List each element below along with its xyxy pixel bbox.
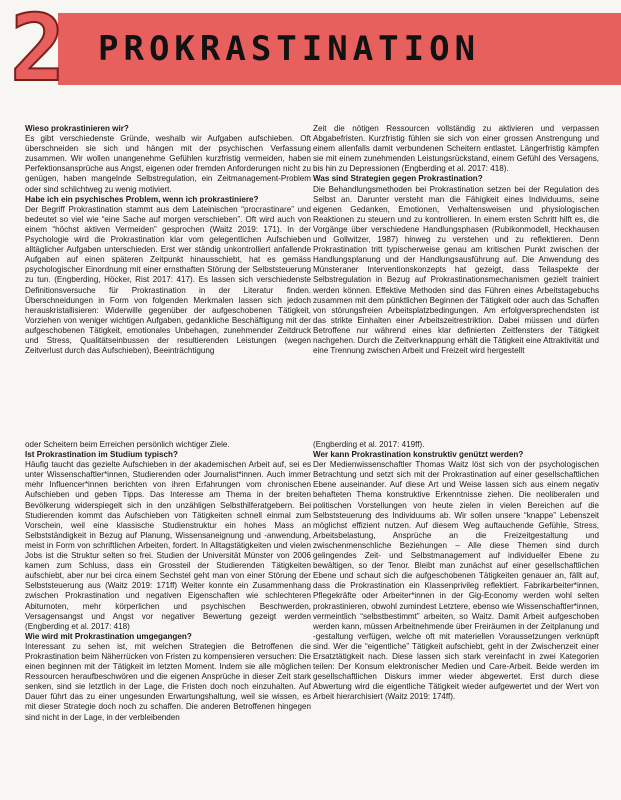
column-bottom-right xyxy=(313,440,599,702)
column-top-left xyxy=(25,124,311,356)
heading-handling: Wie wird mit Prokrastination umgegangen? xyxy=(25,631,192,641)
column-top-right xyxy=(313,124,599,356)
paragraph: Es gibt verschiedenste Gründe, weshalb wir Aufgaben aufschieben. Oft überschneiden sie sich und hängen mit der psychischen Verfassung zusammen. Wir wollen unangenehme Gefühlen kurzfristig vermeiden, haben Perfektionsansprüche aus Angst, eigenen oder fremden Anforderungen nicht zu genügen, haben mangelnde Selbstregulation, ein Zeitmanagement-Problem oder sind schlichtweg zu wenig motiviert. xyxy=(25,134,311,194)
paragraph: Häufig taucht das gezielte Aufschieben in der akademischen Arbeit auf, sei es unter Wissenschaftler*innen, Studierenden oder Journalist*innen. Auch immer mehr Influencer*innen berichten von ihren Erfahrungen vom chronischen Aufschieben und geben Tipps. Das Interesse am Thema in der breiten Bevölkerung widerspiegelt sich in den unzähligen Selbsthilferatgebern. Bei Studierenden kommt das Aufschieben von Tätigkeiten schnell einmal zum Vorschein, weil eine klassische Studienstruktur ein hohes Mass an Selbstständigkeit in Bezug auf Planung, Wissensaneignung und -anwendung, meist in Form von schriftlichen Arbeiten, fordert. In Alltagstätigkeiten und vielen Jobs ist die Struktur selten so frei. Studien der Universität Münster von 2006 kamen zum Schluss, dass ein Grossteil der Studierenden Tätigkeiten aufschiebt, aber nur bei circa einem Sechstel geht man von einer Störung der Selbststeuerung aus (Waitz 2019: 171ff) Weiter konnte ein Zusammenhang zwischen Prokrastination und negativen Eigenschaften wie schlechteren Abiturnoten, mehr körperlichen und psychischen Beschwerden, Versagensangst und Angst vor negativer Bewertung gezeigt werden (Engberding et al. 2017: 418) xyxy=(25,460,311,631)
chapter-title: PROKRASTINATION xyxy=(98,29,481,69)
paragraph: Der Begriff Prokrastination stammt aus dem Lateinischen “procrastinare” und bedeutet so viel wie “eine Sache auf morgen verschieben”. Oft wird auch von einem “höchst aktiven Vermeiden” gesprochen (Waitz 2019: 171). In der Psychologie wird die Prokrastination klar vom gelegentlichen Aufschieben alltäglicher Aufgaben unterschieden. Erst wer ständig unkontrolliert anfallende Aufgaben auf einen späteren Zeitpunkt hinausschiebt, hat es gemäss psychologischer Einordnung mit einer ernsthaften Störung der Selbststeuerung zu tun. (Engberding, Höcker, Rist 2017: 417). Es lassen sich verschiedenste Definitionsversuche für Prokrastination in der Literatur finden. Überschneidungen in Form von folgenden Merkmalen lassen sich jedoch herauskristallisieren: Widerwille gegenüber der aufgeschobenen Tätigkeit, Vorziehen von weniger wichtigen Aufgaben, gedankliche Beschäftigung mit der aufgeschobenen Tätigkeit, emotionales Unbehagen, zunehmender Zeitdruck und Stress, Qualitätseinbussen der resultierenden Leistungen (wegen Zeitverlust durch das Aufschieben), Beeinträchtigung xyxy=(25,204,311,356)
chapter-header xyxy=(0,0,621,102)
paragraph: (Engberding et al. 2017: 419ff). xyxy=(313,440,425,449)
paragraph: Zeit die nötigen Ressourcen vollständig zu aktivieren und verpassen Abgabefristen. Kurzfristig fühlen sie sich von einer grossen Anstrengung und einem allenfalls damit verbundenen Scheitern entlastet. Längerfristig kämpfen sie mit einem zunehmenden Leistungsrückstand, einem Gefühl des Versagens, bis hin zu Depressionen (Engberding et al. 2017: 418). xyxy=(313,124,599,174)
paragraph: Die Behandlungsmethoden bei Prokrastination setzen bei der Regulation des Selbst an. Darunter versteht man die Fähigkeit eines Individuums, seine eigenen Gedanken, Emotionen, Verhaltensweisen und physiologischen Reaktionen zu steuern und zu kontrollieren. In einem ersten Schritt hilft es, die Vorgänge über verschiedene Handlungsphasen (Rubikonmodell, Heckhausen und Gollwitzer, 1987) hinweg zu verstehen und zu reflektieren. Denn Prokrastination tritt typischerweise genau am kritischen Punkt zwischen der Handlungsplanung und der Handlungsausführung auf. Die Anwendung des Münsteraner Interventionskonzepts hat gezeigt, dass Teilaspekte der Selbstregulation in Bezug auf Prokrastinationsmechanismen gezielt trainiert werden können. Effektive Methoden sind das Führen eines Arbeitstagebuchs zusammen mit dem pünktlichen Beginnen der Tätigkeit oder auch das Schaffen von störungsfreien Arbeitsplatzbedingungen. Am erfolgversprechendsten ist das strikte Einhalten einer Arbeitszeitrestriktion. Dabei müssen und dürfen Betroffene nur während eines klar definierten Zeitfensters der Tätigkeit nachgehen. Durch die Zeitverknappung erhält die Tätigkeit eine Attraktivität und eine Trennung zwischen Arbeit und Freizeit wird hergestellt xyxy=(313,184,599,356)
paragraph: oder Scheitern beim Erreichen persönlich wichtiger Ziele. xyxy=(25,440,230,449)
heading-why: Wieso prokrastinieren wir? xyxy=(25,124,129,133)
heading-study: Ist Prokrastination im Studium typisch? xyxy=(25,450,178,460)
paragraph: Der Medienwissenschaftler Thomas Waitz löst sich von der psychologischen Betrachtung und setzt sich mit der Prokrastination auf einer gesellschaftlichen Ebene auseinander. Auf diese Art und Weise lassen sich aus einem negativ behafteten Thema konstruktive Erkenntnisse ziehen. Die neoliberalen und politischen Vorstellungen von heute zielen in vielen Bereichen auf die Selbststeuerung des Individuums ab. Wir sollen unsere “knappe” Lebenszeit möglichst effizient nutzen. Auf diesem Weg auftauchende Gefühle, Stress, Arbeitsbelastung, Ansprüche an die Freizeitgestaltung und zwischenmenschliche Beziehungen – Alle diese Themen sind durch gelingendes Zeit- und Selbstmanagement auf individueller Ebene zu bewältigen, so der Tenor. Bleibt man zunächst auf einer gesellschaftlichen Ebene und schaut sich die aufgeschobenen Tätigkeiten genauer an, fällt auf, dass die Prokrastination ein Klassenprivileg reflektiert. Fabrikarbeiter*innen, Pflegekräfte oder Arbeiter*innen in der Gig-Economy werden wohl selten prokrastinieren, obwohl zumindest Letztere, ebenso wie Wissenschaftler*innen, vermeintlich “selbstbestimmt” arbeiten, so Waitz. Damit Arbeit aufgeschoben werden kann, müssen Arbeitnehmende über Freiräumen in der Zeitplanung und -gestaltung verfügen, welche oft mit materiellen Voraussetzungen verknüpft sind. Wer die “eigentliche” Tätigkeit aufschiebt, geht in der Zwischenzeit einer Ersatztätigkeit nach. Diese lassen sich stark vereinfacht in zwei Kategorien teilen: Der Konsum elektronischer Medien und Care-Arbeit. Beide werden im gesellschaftlichen Diskurs immer wieder abgewertet. Erst durch diese Abwertung wird die eigentliche Tätigkeit wieder aufgewertet und der Wert von Arbeit hierarchisiert (Waitz 2019: 174ff). xyxy=(313,460,599,702)
column-bottom-left xyxy=(25,440,311,723)
heading-strategies: Was sind Strategien gegen Prokrastination? xyxy=(313,174,483,184)
heading-constructive: Wer kann Prokrastination konstruktiv genützt werden? xyxy=(313,450,524,460)
paragraph: Interessant zu sehen ist, mit welchen Strategien die Betroffenen die Prokrastination beim Näherrücken von Fristen zu kompensieren versuchen: Die einen beginnen mit der Tätigkeit im letzten Moment. Indem sie alle möglichen Ressourcen heraufbeschwören und die eigenen Ansprüche in dieser Zeit stark senken, sind sie letztlich in der Lage, die Fristen doch noch einzuhalten. Auf Dauer führt das zu einer ungesunden Erwartungshaltung, weil sie wissen, es mit dieser Strategie doch noch zu schaffen. Die anderen Betroffenen hingegen sind nicht in der Lage, in der verbleibenden xyxy=(25,641,311,722)
heading-psych-problem: Habe ich ein psychisches Problem, wenn ich prokrastiniere? xyxy=(25,194,259,204)
chapter-number: 2 xyxy=(10,0,66,102)
